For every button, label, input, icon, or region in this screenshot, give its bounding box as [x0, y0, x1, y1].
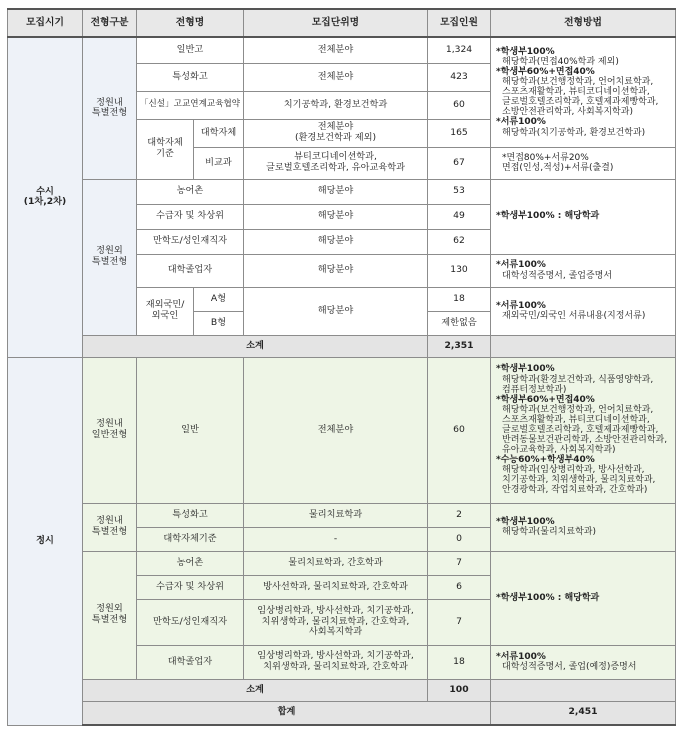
type-name: 특성화고 — [137, 63, 244, 91]
quota-count: 49 — [428, 204, 491, 229]
category-susi-in: 정원내 특별전형 — [83, 37, 137, 179]
method-line: 스포츠재활학과, 뷰티코디네이션학과, — [502, 414, 650, 425]
subtype-name: A형 — [194, 287, 244, 311]
method-line: 해당학과(임상병리학과, 방사선학과, — [502, 465, 645, 476]
unit-name: 전체분야 — [244, 37, 428, 63]
type-name: 만학도/성인재직자 — [137, 599, 244, 645]
subtotal-row — [8, 679, 676, 701]
subtotal-value: 2,351 — [428, 335, 491, 357]
method-line: 해당학과(보건행정학과, 언어치료학과, — [502, 77, 654, 88]
method-susi-in-2 — [491, 147, 676, 179]
method-line: 반려동물보건관리학과, 소방안전관리학과, — [502, 435, 668, 446]
method-line: 안경광학과, 작업치료학과, 간호학과) — [502, 485, 648, 496]
method-line: *서류100% — [496, 117, 546, 128]
total-row — [8, 701, 676, 725]
unit-name: 해당분야 — [244, 254, 428, 287]
type-name: 대학자체기준 — [137, 527, 244, 551]
method-susi-out-a: *학생부100% : 해당학과 — [491, 179, 676, 254]
type-name: 「신설」고교연계교육협약 — [137, 91, 244, 119]
type-name: 일반 — [137, 357, 244, 503]
type-name: 농어촌 — [137, 179, 244, 204]
header-method: 전형방법 — [491, 9, 676, 37]
method-line: *서류100% — [496, 651, 546, 662]
type-name: 만학도/성인재직자 — [137, 229, 244, 254]
quota-count: 7 — [428, 599, 491, 645]
method-susi-out-grad — [491, 254, 676, 287]
method-line: *학생부60%+면접40% — [496, 67, 595, 78]
method-line: 글로벌호텔조리학과, 호텔제과제빵학과, — [502, 97, 659, 108]
quota-count: 60 — [428, 91, 491, 119]
quota-count: 53 — [428, 179, 491, 204]
type-name: 수급자 및 차상위 — [137, 204, 244, 229]
unit-name: 임상병리학과, 방사선학과, 치기공학과, 치위생학과, 물리치료학과, 간호학과 — [244, 645, 428, 679]
header-category: 전형구분 — [83, 9, 137, 37]
subtype-name: 비교과 — [194, 147, 244, 179]
method-jeongsi-out-grad — [491, 645, 676, 679]
unit-name: 물리치료학과, 간호학과 — [244, 551, 428, 575]
quota-count: 제한없음 — [428, 311, 491, 335]
quota-count: 18 — [428, 287, 491, 311]
subtotal-blank — [491, 679, 676, 701]
header-row — [8, 9, 676, 37]
type-name: 재외국민/ 외국인 — [137, 287, 194, 335]
method-jeongsi-in — [491, 503, 676, 551]
unit-name: 물리치료학과 — [244, 503, 428, 527]
category-jeongsi-general: 정원내 일반전형 — [83, 357, 137, 503]
method-line: 컴퓨터정보학과) — [502, 384, 567, 395]
quota-count: 60 — [428, 357, 491, 503]
unit-name: 치기공학과, 환경보건학과 — [244, 91, 428, 119]
unit-name: 해당분야 — [244, 229, 428, 254]
method-line: 해당학과(환경보건학과, 식품영양학과, — [502, 374, 654, 385]
quota-count: 0 — [428, 527, 491, 551]
type-name: 대학졸업자 — [137, 254, 244, 287]
method-line: *학생부100% — [496, 364, 555, 375]
method-susi-in-1 — [491, 37, 676, 147]
header-period: 모집시기 — [8, 9, 83, 37]
type-name: 수급자 및 차상위 — [137, 575, 244, 599]
type-name: 특성화고 — [137, 503, 244, 527]
category-susi-out: 정원외 특별전형 — [83, 179, 137, 335]
table-row — [8, 179, 676, 204]
method-line: 해당학과(면접40%학과 제외) — [502, 56, 619, 67]
quota-count: 423 — [428, 63, 491, 91]
type-name: 대학졸업자 — [137, 645, 244, 679]
type-name: 농어촌 — [137, 551, 244, 575]
type-name: 대학자체 기준 — [137, 119, 194, 179]
quota-count: 62 — [428, 229, 491, 254]
unit-name: 뷰티코디네이션학과, 글로벌호텔조리학과, 유아교육학과 — [244, 147, 428, 179]
method-line: 면접(인성,적성)+서류(출결) — [502, 163, 614, 173]
unit-name: 임상병리학과, 방사선학과, 치기공학과, 치위생학과, 물리치료학과, 간호학과, 사회복지학과 — [244, 599, 428, 645]
subtotal-blank — [491, 335, 676, 357]
quota-count: 6 — [428, 575, 491, 599]
unit-name: 방사선학과, 물리치료학과, 간호학과 — [244, 575, 428, 599]
subtype-name: B형 — [194, 311, 244, 335]
category-jeongsi-out: 정원외 특별전형 — [83, 551, 137, 679]
method-susi-out-abroad — [491, 287, 676, 335]
category-jeongsi-in: 정원내 특별전형 — [83, 503, 137, 551]
method-line: *서류100% — [496, 300, 546, 311]
quota-count: 7 — [428, 551, 491, 575]
subtype-name: 대학자체 — [194, 119, 244, 147]
unit-name: 전체분야 (환경보건학과 제외) — [244, 119, 428, 147]
method-line: *학생부60%+면접40% — [496, 394, 595, 405]
method-line: 대학성적증명서, 졸업(예정)증명서 — [502, 662, 637, 672]
table-row — [8, 551, 676, 575]
unit-name: 전체분야 — [244, 63, 428, 91]
method-line: 해당학과(보건행정학과, 언어치료학과, — [502, 404, 654, 415]
method-line: 글로벌호텔조리학과, 호텔제과제빵학과, — [502, 424, 659, 435]
method-line: 재외국민/외국인 서류내용(지정서류) — [502, 311, 646, 321]
quota-count: 2 — [428, 503, 491, 527]
header-type: 전형명 — [137, 9, 244, 37]
method-line: 해당학과(치기공학과, 환경보건학과) — [502, 127, 646, 138]
period-susi: 수시 (1차,2차) — [8, 37, 83, 357]
table-row — [8, 37, 676, 63]
unit-name: 해당분야 — [244, 287, 428, 335]
method-line: *면접80%+서류20% — [502, 152, 589, 163]
method-jeongsi-general — [491, 357, 676, 503]
header-unit: 모집단위명 — [244, 9, 428, 37]
type-name: 일반고 — [137, 37, 244, 63]
quota-count: 165 — [428, 119, 491, 147]
admission-table — [7, 8, 676, 726]
quota-count: 67 — [428, 147, 491, 179]
unit-name: 해당분야 — [244, 204, 428, 229]
unit-name: 해당분야 — [244, 179, 428, 204]
quota-count: 18 — [428, 645, 491, 679]
subtotal-row — [8, 335, 676, 357]
header-count: 모집인원 — [428, 9, 491, 37]
subtotal-value: 100 — [428, 679, 491, 701]
unit-name: 전체분야 — [244, 357, 428, 503]
period-jeongsi: 정시 — [8, 357, 83, 725]
method-line: 해당학과(물리치료학과) — [502, 527, 596, 537]
subtotal-label: 소계 — [83, 335, 428, 357]
method-line: *학생부100% — [496, 46, 555, 57]
method-line: 소방안전관리학과, 사회복지학과) — [502, 107, 633, 118]
method-line: 스포츠재활학과, 뷰티코디네이션학과, — [502, 87, 650, 98]
method-line: 대학성적증명서, 졸업증명서 — [502, 270, 613, 281]
quota-count: 1,324 — [428, 37, 491, 63]
method-line: 치기공학과, 치위생학과, 물리치료학과, — [502, 475, 656, 486]
method-line: *서류100% — [496, 260, 546, 271]
subtotal-label: 소계 — [83, 679, 428, 701]
method-line: *수능60%+학생부40% — [496, 455, 595, 466]
total-value: 2,451 — [491, 701, 676, 725]
method-jeongsi-out-a: *학생부100% : 해당학과 — [491, 551, 676, 645]
unit-name: - — [244, 527, 428, 551]
table-row — [8, 357, 676, 503]
method-line: *학생부100% — [496, 516, 555, 527]
table-row — [8, 503, 676, 527]
quota-count: 130 — [428, 254, 491, 287]
method-line: 유아교육학과, 사회복지학과) — [502, 445, 616, 456]
total-label: 합계 — [83, 701, 491, 725]
